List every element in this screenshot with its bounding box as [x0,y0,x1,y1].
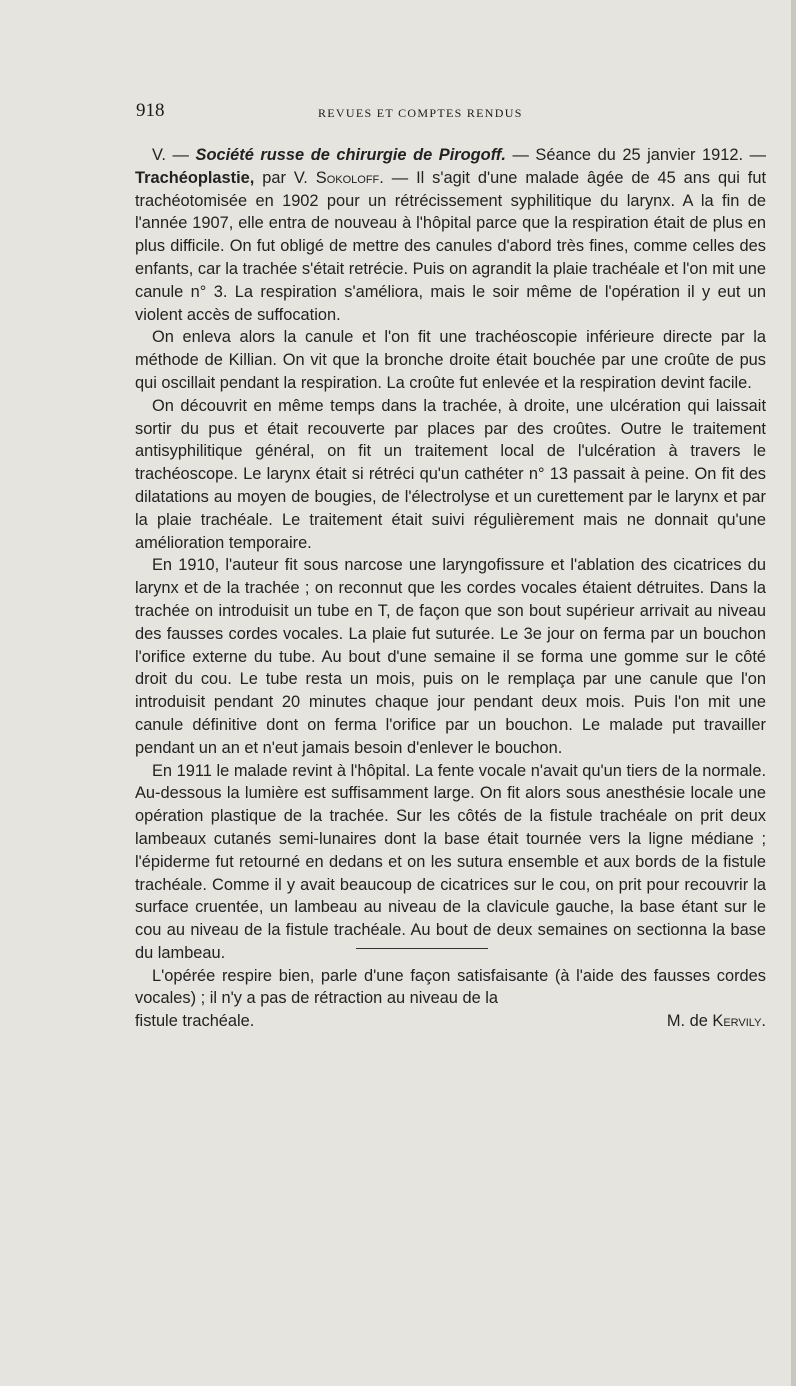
paragraph: On enleva alors la canule et l'on fit une trachéoscopie inférieure directe par la méthode de Killian. On vit que la bronche droite était bouchée par une croûte de pus qui oscillait pendant la respiration. La croûte fut enlevée et la respiration devint facile. [135,328,766,392]
signature-prefix: M. de [666,1012,708,1031]
page-edge-shadow [791,0,796,1386]
signature-name: Kervily. [712,1012,766,1031]
end-rule [356,948,488,949]
page-number: 918 [136,100,165,121]
final-line [135,1010,766,1033]
paragraph: On découvrit en même temps dans la trachée, à droite, une ulcération qui laissait sortir du pus et était recouverte par places par des croûtes. Outre le traitement antisyphilitique général, on fit un traitement local de l'ulcération à travers le trachéoscope. Le larynx était si rétréci qu'un cathéter n° 13 passait à peine. On fit des dilatations au moyen de bougies, de l'électrolyse et un curettement par le larynx et par la plaie trachéale. Le traitement était suivi régulièrement mais ne donnait qu'une amélioration temporaire. [135,396,766,552]
session-date: — Séance du 25 janvier 1912. — [512,146,766,164]
author-prefix: par V. [262,168,308,187]
society-name: Société russe de chirurgie de Pirogoff. [195,146,506,164]
final-paragraph: L'opérée respire bien, parle d'une façon satisfaisante (à l'aide des fausses cordes vocales) ; il n'y a pas de rétraction au niveau de la [135,966,766,1008]
review-article [135,144,766,1033]
signature [667,1010,766,1033]
lead-text: — Il s'agit d'une malade âgée de 45 ans qui fut trachéotomisée en 1902 pour un rétrécissement syphilitique du larynx. A la fin de l'année 1907, elle entra de nouveau à l'hôpital parce que la respiration était de plus en plus difficile. On fut obligé de mettre des canules d'abord très fines, comme celles des enfants, car la trachée s'était retrécie. Puis on agrandit la plaie trachéale et l'on mit une canule n° 3. La respiration s'améliora, mais le soir même de l'opération il y eut un violent accès de suffocation. [135,168,766,324]
paragraph: En 1910, l'auteur fit sous narcose une laryngofissure et l'ablation des cicatrices du larynx et de la trachée ; on reconnut que les cordes vocales étaient détruites. Dans la trachée on introduisit un tube en T, de façon que son bout supérieur arrivait au niveau des fausses cordes vocales. La plaie fut suturée. Le 3e jour on ferma par un bouchon l'orifice externe du tube. Au bout d'une semaine il se forma une gomme sur le côté droit du cou. Le tube resta un mois, puis on le remplaça par une canule que l'on introduisit pendant 20 minutes chaque jour pendant deux mois. Puis l'on mit une canule définitive dont on ferma l'orifice par un bouchon. Le malade put travailler pendant un an et n'eut jamais besoin d'enlever le bouchon. [135,556,766,757]
author-name: Sokoloff. [315,168,384,187]
running-head: REVUES ET COMPTES RENDUS [318,106,523,120]
final-line-text: fistule trachéale. [135,1012,255,1031]
paragraph: En 1911 le malade revint à l'hôpital. La fente vocale n'avait qu'un tiers de la normale. Au-dessous la lumière est suffisamment large. On fit alors sous anesthésie locale une opération plastique de la trachée. Sur les côtés de la fistule trachéale on prit deux lambeaux cutanés semi-lunaires dont la base était tournée vers la ligne médiane ; l'épiderme fut retourné en dedans et on les sutura ensemble et aux bords de la fistule trachéale. Comme il y avait beaucoup de cicatrices sur le cou, on prit pour recouvrir la surface cruentée, un lambeau au niveau de la clavicule gauche, la base étant sur le cou au niveau de la fistule trachéale. Au bout de deux semaines on sectionna la base du lambeau. [135,761,766,962]
page-header [136,100,766,130]
section-number: V. — [152,146,189,164]
article-title: Trachéoplastie, [135,168,255,187]
lead-paragraph [135,144,766,326]
